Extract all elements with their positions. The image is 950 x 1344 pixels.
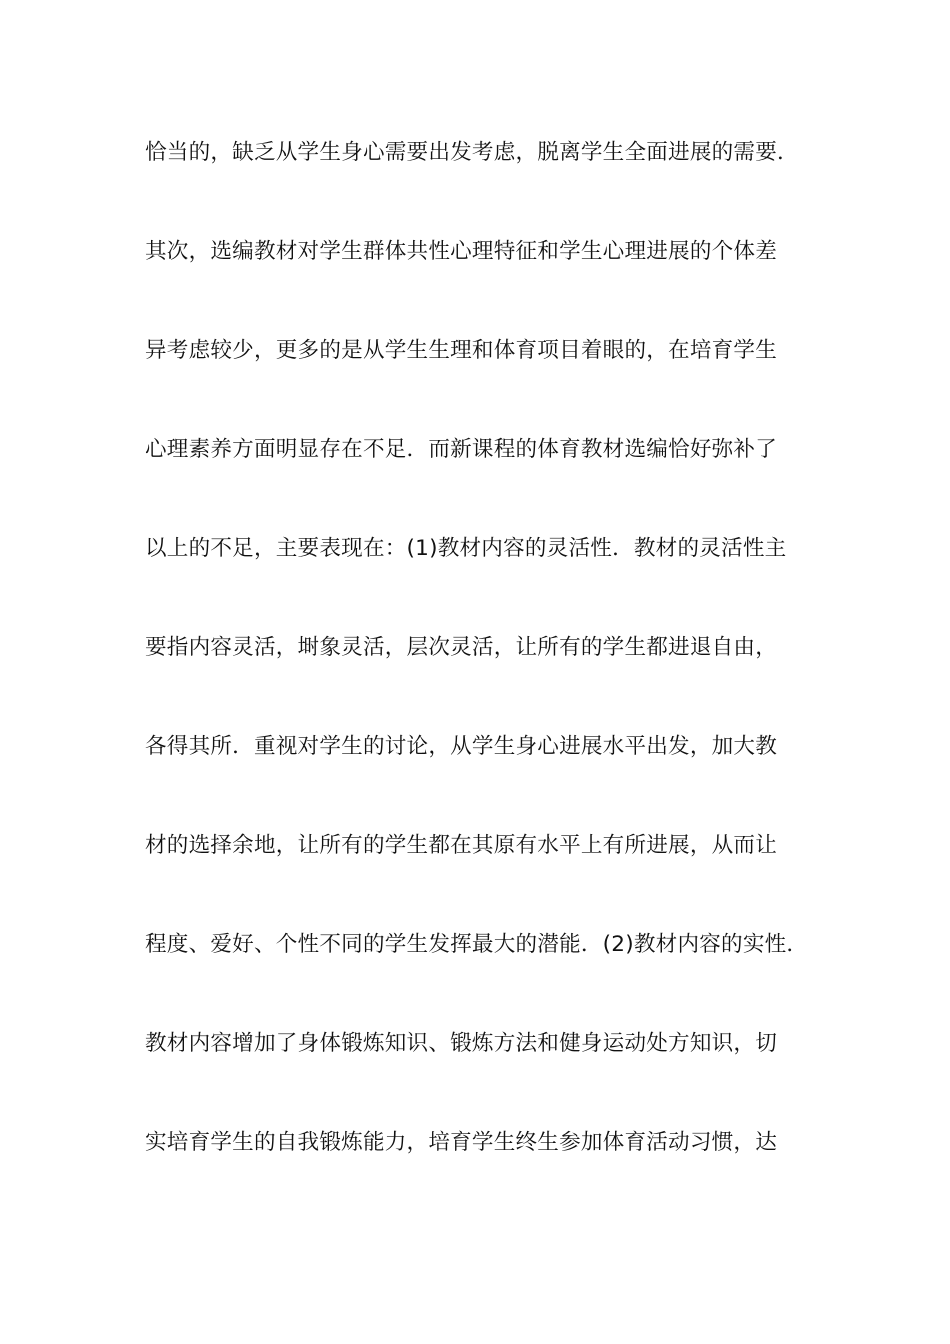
text-line: 教材内容增加了身体锻炼知识、锻炼方法和健身运动处方知识，切 — [145, 1031, 778, 1056]
text-line: 材的选择余地，让所有的学生都在其原有水平上有所进展，从而让 — [145, 833, 778, 858]
text-line: 其次，选编教材对学生群体共性心理特征和学生心理进展的个体差 — [145, 239, 778, 264]
text-line: 实培育学生的自我锻炼能力，培育学生终生参加体育活动习惯，达 — [145, 1130, 778, 1155]
text-line: 程度、爱好、个性不同的学生发挥最大的潜能．(2)教材内容的实性． — [145, 932, 809, 957]
text-line: 各得其所．重视对学生的讨论，从学生身心进展水平出发，加大教 — [145, 734, 778, 759]
text-line: 心理素养方面明显存在不足．而新课程的体育教材选编恰好弥补了 — [145, 437, 778, 462]
text-line: 恰当的，缺乏从学生身心需要出发考虑，脱离学生全面进展的需要． — [145, 140, 799, 165]
text-line: 要指内容灵活，埘象灵活，层次灵活，让所有的学生都进退自由， — [145, 635, 778, 660]
body-text — [145, 133, 845, 1222]
text-line: 以上的不足，主要表现在：(1)教材内容的灵活性．教材的灵活性主 — [145, 536, 787, 561]
text-line: 异考虑较少，更多的是从学生生理和体育项目着眼的，在培育学生 — [145, 338, 778, 363]
